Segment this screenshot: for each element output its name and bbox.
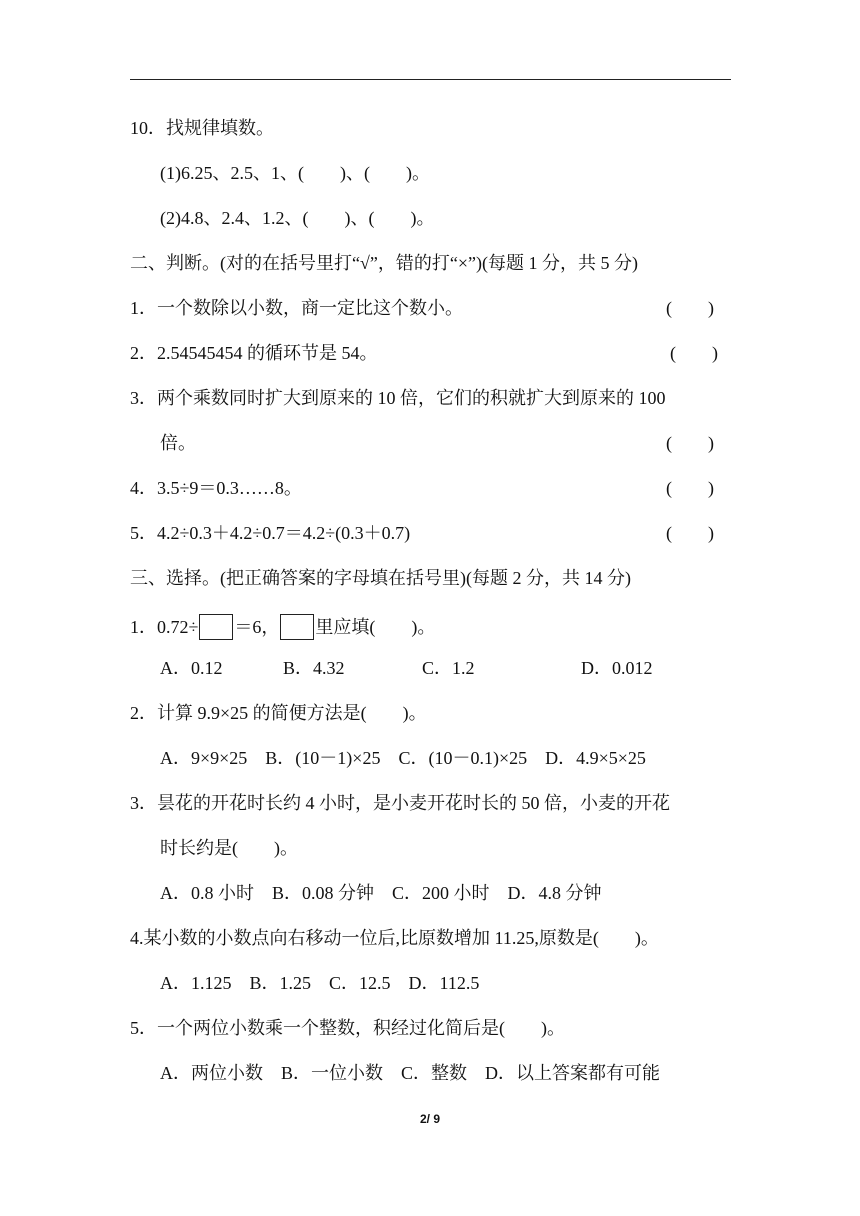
judge-answer-paren-5: ( ) xyxy=(666,523,714,543)
judge-item-2: 2．2.54545454 的循环节是 54。 xyxy=(130,343,378,363)
choice-q3-cont: 时长约是( )。 xyxy=(160,838,298,858)
choice-q5-options: A．两位小数 B．一位小数 C．整数 D．以上答案都有可能 xyxy=(160,1063,661,1083)
header-rule xyxy=(130,79,731,80)
q10-item-1: (1)6.25、2.5、1、( )、( )。 xyxy=(160,163,430,183)
choice-q1 xyxy=(130,614,435,640)
choice-q5: 5．一个两位小数乘一个整数，积经过化简后是( )。 xyxy=(130,1018,565,1038)
judge-answer-paren-4: ( ) xyxy=(666,478,714,498)
choice-q1-middle: ＝6， xyxy=(234,617,280,637)
judge-answer-paren-1: ( ) xyxy=(666,298,714,318)
page-number: 2/ 9 xyxy=(419,1112,440,1126)
q10-item-2: (2)4.8、2.4、1.2、( )、( )。 xyxy=(160,208,435,228)
q10-title: 10．找规律填数。 xyxy=(130,118,274,138)
judge-item-3-cont: 倍。 xyxy=(160,433,196,453)
judge-answer-paren-2: ( ) xyxy=(670,343,718,363)
choice-q1-prefix: 1．0.72÷ xyxy=(130,617,199,637)
blank-box xyxy=(280,614,314,640)
choice-q1-option-b: B．4.32 xyxy=(283,658,345,678)
judge-item-1: 1．一个数除以小数，商一定比这个数小。 xyxy=(130,298,463,318)
judge-item-4: 4．3.5÷9＝0.3……8。 xyxy=(130,478,302,498)
choice-q3-options: A．0.8 小时 B．0.08 分钟 C．200 小时 D．4.8 分钟 xyxy=(160,883,602,903)
choice-q1-option-a: A．0.12 xyxy=(160,658,223,678)
blank-box xyxy=(199,614,233,640)
judge-answer-paren-3: ( ) xyxy=(666,433,714,453)
choice-q2: 2．计算 9.9×25 的简便方法是( )。 xyxy=(130,703,427,723)
section2-heading: 二、判断。(对的在括号里打“√”，错的打“×”)(每题 1 分，共 5 分) xyxy=(130,253,638,273)
choice-q1-option-d: D．0.012 xyxy=(581,658,653,678)
choice-q3: 3．昙花的开花时长约 4 小时，是小麦开花时长的 50 倍，小麦的开花 xyxy=(130,793,670,813)
judge-item-3: 3．两个乘数同时扩大到原来的 10 倍，它们的积就扩大到原来的 100 xyxy=(130,388,666,408)
choice-q1-suffix: 里应填( )。 xyxy=(315,617,436,637)
choice-q4: 4.某小数的小数点向右移动一位后,比原数增加 11.25,原数是( )。 xyxy=(130,928,659,948)
choice-q4-options: A．1.125 B．1.25 C．12.5 D．112.5 xyxy=(160,973,480,993)
choice-q1-option-c: C．1.2 xyxy=(422,658,475,678)
choice-q2-options: A．9×9×25 B．(10－1)×25 C．(10－0.1)×25 D．4.9×5×25 xyxy=(160,748,646,768)
judge-item-5: 5．4.2÷0.3＋4.2÷0.7＝4.2÷(0.3＋0.7) xyxy=(130,523,411,543)
section3-heading: 三、选择。(把正确答案的字母填在括号里)(每题 2 分，共 14 分) xyxy=(130,568,631,588)
